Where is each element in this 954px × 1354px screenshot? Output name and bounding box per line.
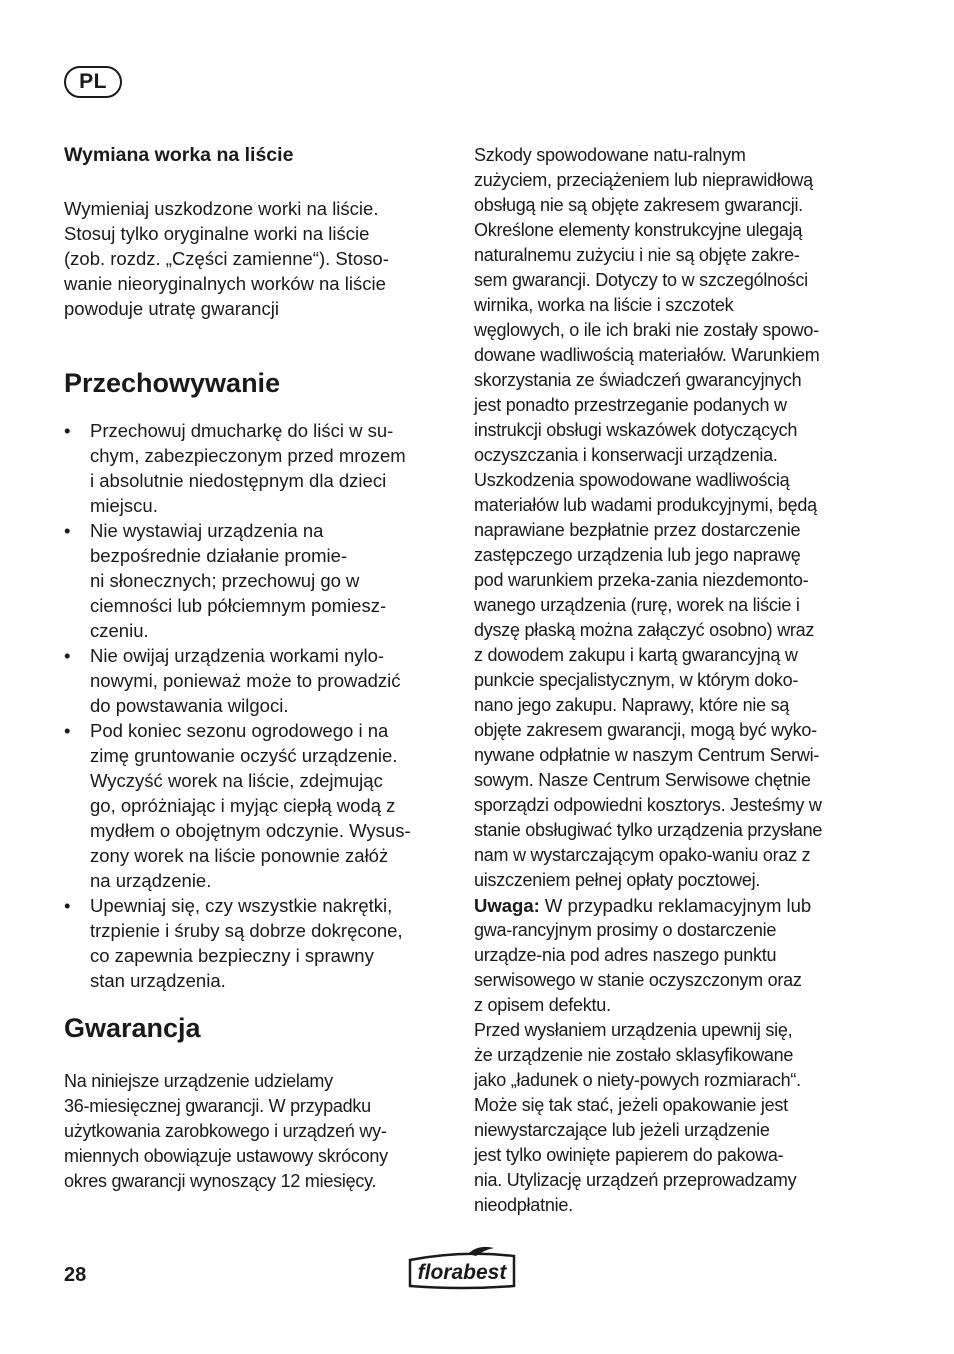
text-line: węglowych, o ile ich braki nie zostały spowo- [474,320,819,340]
bag-replacement-text [64,196,450,321]
florabest-logo [406,1246,518,1290]
text-line: zużyciem, przeciążeniem lub nieprawidłową [474,170,813,190]
text-line: Wymieniaj uszkodzone worki na liście. [64,198,379,219]
logo-wordmark: florabest [417,1261,507,1284]
text-line: dowane wadliwością materiałów. Warunkiem [474,345,820,365]
list-item [64,893,450,993]
text-line: • Upewniaj się, czy wszystkie nakrętki, [90,895,393,916]
note-line [474,893,866,918]
left-column [64,140,450,1194]
text-line: serwisowego w stanie oczyszczonym oraz [474,970,802,990]
bag-replacement-heading: Wymiana worka na liście [64,144,294,166]
text-line: niewystarczające lub jeżeli urządzenie [474,1120,770,1140]
text-line: Może się tak stać, jeżeli opakowanie jest [474,1095,788,1115]
warranty-heading: Gwarancja [64,1013,201,1043]
text-line: jest tylko owinięte papierem do pakowa- [474,1145,784,1165]
text-line: sem gwarancji. Dotyczy to w szczególności [474,270,808,290]
text-line: • Pod koniec sezonu ogrodowego i na [90,720,389,741]
text-line: wanie nieoryginalnych worków na liście [64,273,386,294]
text-line: Wyczyść worek na liście, zdejmując [90,770,383,791]
list-item [64,718,450,893]
text-line: mydłem o obojętnym odczynie. Wysus- [90,820,411,841]
text-line: i absolutnie niedostępnym dla dzieci [90,470,387,491]
text-line: obsługą nie są objęte zakresem gwarancji. [474,195,803,215]
text-line: z opisem defektu. [474,995,611,1015]
text-line: bezpośrednie działanie promie- [90,545,348,566]
text-line: sowym. Nasze Centrum Serwisowe chętnie [474,770,811,790]
text-line: Na niniejsze urządzenie udzielamy [64,1071,333,1091]
page-number: 28 [64,1264,87,1286]
storage-heading: Przechowywanie [64,368,281,398]
text-line: miejscu. [90,495,158,516]
text-line: dyszę płaską można załączyć osobno) wraz [474,620,815,640]
text-line: na urządzenie. [90,870,212,891]
text-line: punkcie specjalistycznym, w którym doko- [474,670,799,690]
text-line: • Nie owijaj urządzenia workami nylo- [90,645,385,666]
text-line: wirnika, worka na liście i szczotek [474,295,734,315]
text-line: nieodpłatnie. [474,1195,573,1215]
text-line: instrukcji obsługi wskazówek dotyczących [474,420,798,440]
note-text: W przypadku reklamacyjnym lub [539,895,812,916]
text-line: wanego urządzenia (rurę, worek na liście i [474,595,800,615]
text-line: 36-miesięcznej gwarancji. W przypadku [64,1096,371,1116]
text-line: sporządzi odpowiedni kosztorys. Jesteśmy w [474,795,822,815]
text-line: Uszkodzenia spowodowane wadliwością [474,470,790,490]
text-line: okres gwarancji wynoszący 12 miesięcy. [64,1171,377,1191]
text-line: zastępczego urządzenia lub jego naprawę [474,545,801,565]
text-line: Określone elementy konstrukcyjne ulegają [474,220,803,240]
text-line: do powstawania wilgoci. [90,695,289,716]
text-line: Szkody spowodowane natu-ralnym [474,145,746,165]
text-line: Stosuj tylko oryginalne worki na liście [64,223,370,244]
text-line: naprawiane bezpłatnie przez dostarczenie [474,520,801,540]
text-line: jest ponadto przestrzeganie podanych w [474,395,787,415]
text-line: ciemności lub półciemnym pomiesz- [90,595,387,616]
text-line: nam w wystarczającym opako-waniu oraz z [474,845,811,865]
shipping-instructions-text [474,918,866,1218]
text-line: objęte zakresem gwarancji, mogą być wyko- [474,720,817,740]
list-item [64,643,450,718]
warranty-text [64,1069,450,1194]
text-line: powoduje utratę gwarancji [64,298,279,319]
text-line: gwa-rancyjnym prosimy o dostarczenie [474,920,777,940]
text-line: czeniu. [90,620,149,641]
text-line: pod warunkiem przeka-zania niezdemonto- [474,570,809,590]
list-item [64,518,450,643]
text-line: urządze-nia pod adres naszego punktu [474,945,777,965]
text-line: stanie obsługiwać tylko urządzenia przysłane [474,820,823,840]
text-line: ni słonecznych; przechowuj go w [90,570,360,591]
text-line: zony worek na liście ponownie załóż [90,845,389,866]
text-line: z dowodem zakupu i kartą gwarancyjną w [474,645,798,665]
text-line: uiszczeniem pełnej opłaty pocztowej. [474,870,761,890]
text-line: jako „ładunek o niety-powych rozmiarach“. [474,1070,801,1090]
warranty-conditions-text [474,143,866,893]
text-line: go, opróżniając i myjąc ciepłą wodą z [90,795,396,816]
text-line: • Przechowuj dmucharkę do liści w su- [90,420,394,441]
text-line: nywane odpłatnie w naszym Centrum Serwi- [474,745,820,765]
text-line: miennych obowiązuje ustawowy skrócony [64,1146,388,1166]
text-line: oczyszczania i konserwacji urządzenia. [474,445,778,465]
text-line: nia. Utylizację urządzeń przeprowadzamy [474,1170,797,1190]
right-column [474,143,866,1218]
storage-list [64,418,450,993]
text-line: co zapewnia bezpieczny i sprawny [90,945,374,966]
text-line: trzpienie i śruby są dobrze dokręcone, [90,920,403,941]
list-item [64,418,450,518]
language-badge: PL [64,66,122,98]
note-label: Uwaga: [474,895,540,916]
text-line: Przed wysłaniem urządzenia upewnij się, [474,1020,793,1040]
text-line: skorzystania ze świadczeń gwarancyjnych [474,370,802,390]
text-line: że urządzenie nie zostało sklasyfikowane [474,1045,794,1065]
text-line: materiałów lub wadami produkcyjnymi, będą [474,495,817,515]
text-line: chym, zabezpieczonym przed mrozem [90,445,406,466]
text-line: nowymi, ponieważ może to prowadzić [90,670,401,691]
text-line: • Nie wystawiaj urządzenia na [90,520,324,541]
text-line: użytkowania zarobkowego i urządzeń wy- [64,1121,387,1141]
text-line: stan urządzenia. [90,970,226,991]
text-line: nano jego zakupu. Naprawy, które nie są [474,695,790,715]
text-line: (zob. rozdz. „Części zamienne“). Stoso- [64,248,389,269]
text-line: zimę gruntowanie oczyść urządzenie. [90,745,398,766]
text-line: naturalnemu zużyciu i nie są objęte zakre- [474,245,800,265]
logo-graphic [406,1246,518,1290]
